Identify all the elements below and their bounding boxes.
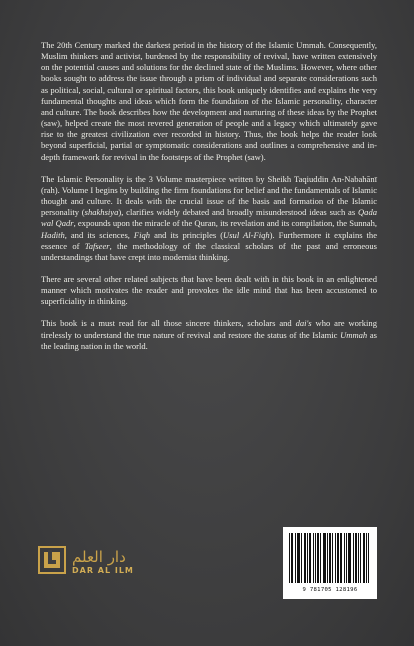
blurb-segment: shakhsiya bbox=[84, 207, 119, 218]
blurb-segment: , expounds upon the miracle of the Quran, its revelation and its compilation, the Sunnah, bbox=[73, 218, 378, 229]
blurb-segment: This book is a must read for all those sincere thinkers, scholars and bbox=[41, 318, 296, 329]
blurb-segment: , the methodology of the classical scholars of the past and erroneous understandings that have crept into modernist thinking. bbox=[41, 240, 377, 262]
barcode-number: 9 781705 128196 bbox=[302, 587, 358, 593]
blurb-paragraph-2 bbox=[41, 174, 377, 263]
blurb-segment: Qada wal Qadr bbox=[41, 207, 377, 229]
blurb-segment: There are several other related subjects that have been dealt with in this book in an enlightened manner which motivates the reader and provokes the idle mind that has been accustomed to superficiality in thinking. bbox=[41, 273, 377, 307]
blurb-segment: as the leading nation in the world. bbox=[41, 329, 377, 351]
blurb-segment: Ummah bbox=[340, 329, 368, 340]
blurb-segment: and its principles ( bbox=[150, 229, 224, 240]
blurb-segment: The 20th Century marked the darkest period in the history of the Islamic Ummah. Consequently, Muslim thinkers and activist, burdened by the responsibility of revival, have written extensively on the potential causes and solutions for the declined state of the Muslims. However, where other books sought to address the issue through a prism of individual and separate considerations such as political, social, cultural or spiritual factors, this book uniquely identifies and explains the very fundamental thoughts and ideas which form the foundation of the Islamic personality, character and culture. The book describes how the development and nurturing of these ideas by the Prophet (saw), helped create the most revered generation of people and a legacy which ultimately gave rise to the greatest civilization ever recorded in history. Thus, the book helps the reader look beyond superficial, partial or symptomatic considerations and outlines a comprehensive and in-depth framework for revival in the footsteps of the Prophet (saw). bbox=[41, 40, 377, 162]
blurb-segment: ). Furthermore it explains the essence of bbox=[41, 229, 377, 251]
blurb-text bbox=[41, 40, 377, 363]
publisher-logo-icon bbox=[38, 546, 66, 574]
blurb-paragraph-3 bbox=[41, 274, 377, 307]
blurb-segment: Hadith bbox=[41, 229, 65, 240]
blurb-paragraph-4 bbox=[41, 318, 377, 351]
blurb-segment: who are working tirelessly to understand the true nature of revival and restore the status of the Islamic bbox=[41, 318, 377, 340]
blurb-segment: Fiqh bbox=[133, 229, 151, 240]
blurb-segment: ), clarifies widely debated and broadly misunderstood ideas such as bbox=[118, 207, 358, 218]
blurb-segment: Usul Al-Fiqh bbox=[223, 229, 270, 240]
publisher-name-english: DAR AL ILM bbox=[72, 566, 134, 575]
barcode-icon bbox=[289, 533, 371, 585]
publisher-logo bbox=[38, 546, 138, 588]
blurb-segment: Tafseer bbox=[84, 240, 110, 251]
blurb-paragraph-1 bbox=[41, 40, 377, 163]
blurb-segment: , and its sciences, bbox=[64, 229, 134, 240]
isbn-barcode bbox=[283, 527, 377, 599]
publisher-name-arabic: دار العلم bbox=[72, 548, 126, 566]
blurb-segment: dai's bbox=[295, 318, 312, 329]
blurb-segment: The Islamic Personality is the 3 Volume masterpiece written by Sheikh Taqiuddin An-Nabahānī (rah). Volume I begins by building the firm foundations for belief and the fundamentals of Islamic thought and culture. It deals with the crucial issue of the basis and formation of the Islamic personality ( bbox=[41, 173, 377, 218]
